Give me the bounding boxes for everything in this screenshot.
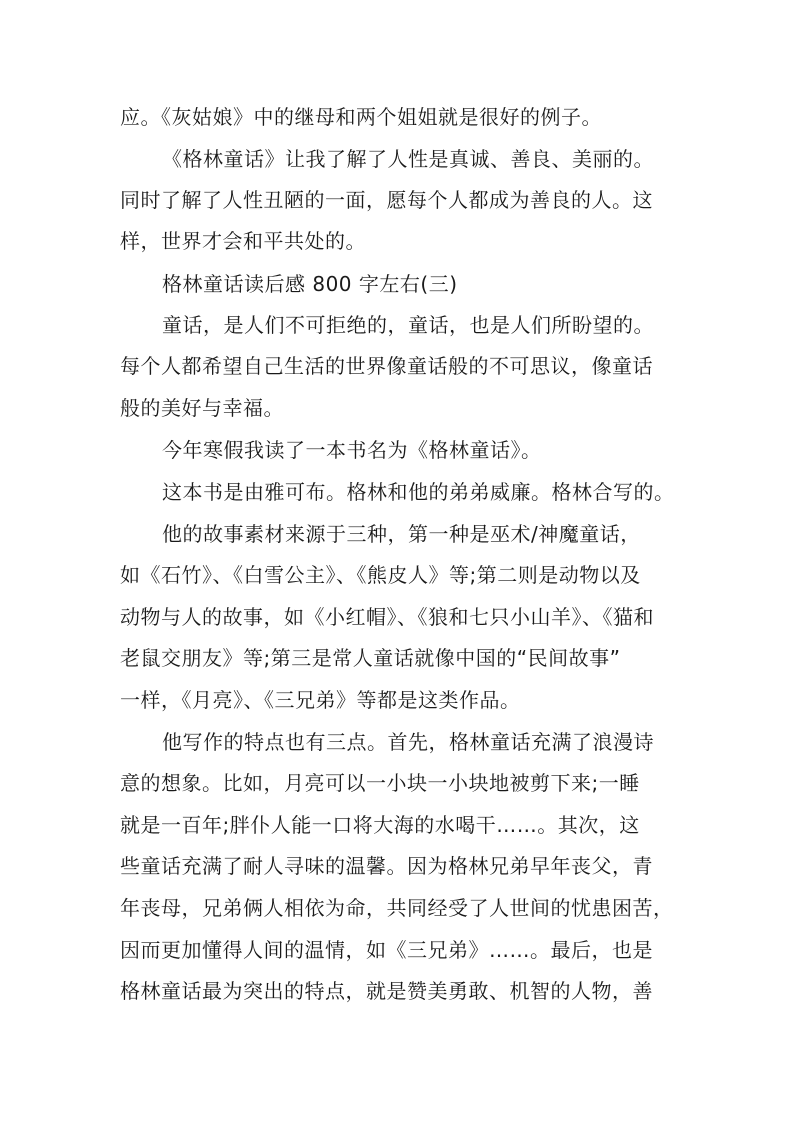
text-line: 这本书是由雅可布。格林和他的弟弟威廉。格林合写的。: [162, 480, 675, 504]
text-line: 老鼠交朋友》等;第三是常人童话就像中国的“民间故事”: [120, 646, 621, 670]
text-line: 今年寒假我读了一本书名为《格林童话》。: [162, 438, 542, 462]
text-line: 动物与人的故事，如《小红帽》、《狼和七只小山羊》、《猫和: [120, 605, 654, 629]
text-line: 般的美好与幸福。: [120, 396, 284, 420]
text-line: 如《石竹》、《白雪公主》、《熊皮人》等;第二则是动物以及: [120, 563, 641, 587]
text-line: 《格林童话》让我了解了人性是真诚、善良、美丽的。: [162, 147, 654, 171]
text-line: 一样，《月亮》、《三兄弟》等都是这类作品。: [120, 688, 521, 712]
section-heading: 格林童话读后感 800 字左右(三): [162, 272, 458, 296]
text-line: 意的想象。比如，月亮可以一小块一小块地被剪下来;一睡: [120, 771, 640, 795]
text-line: 些童话充满了耐人寻味的温馨。因为格林兄弟早年丧父，青: [120, 854, 653, 878]
text-line: 童话，是人们不可拒绝的，童话，也是人们所盼望的。: [162, 313, 654, 337]
text-line: 他的故事素材来源于三种，第一种是巫术/神魔童话，: [162, 522, 641, 546]
text-line: 就是一百年;胖仆人能一口将大海的水喝干……。其次，这: [120, 813, 640, 837]
text-line: 同时了解了人性丑陋的一面，愿每个人都成为善良的人。这: [120, 188, 653, 212]
text-line: 他写作的特点也有三点。首先，格林童话充满了浪漫诗: [162, 730, 654, 754]
text-line: 格林童话最为突出的特点，就是赞美勇敢、机智的人物，善: [120, 979, 653, 1003]
text-line: 应。《灰姑娘》中的继母和两个姐姐就是很好的例子。: [120, 105, 602, 129]
text-line: 因而更加懂得人间的温情，如《三兄弟》……。最后，也是: [120, 938, 653, 962]
text-line: 每个人都希望自己生活的世界像童话般的不可思议，像童话: [120, 354, 653, 378]
text-line: 年丧母，兄弟俩人相依为命，共同经受了人世间的忧患困苦，: [120, 896, 674, 920]
text-line: 样，世界才会和平共处的。: [120, 229, 366, 253]
